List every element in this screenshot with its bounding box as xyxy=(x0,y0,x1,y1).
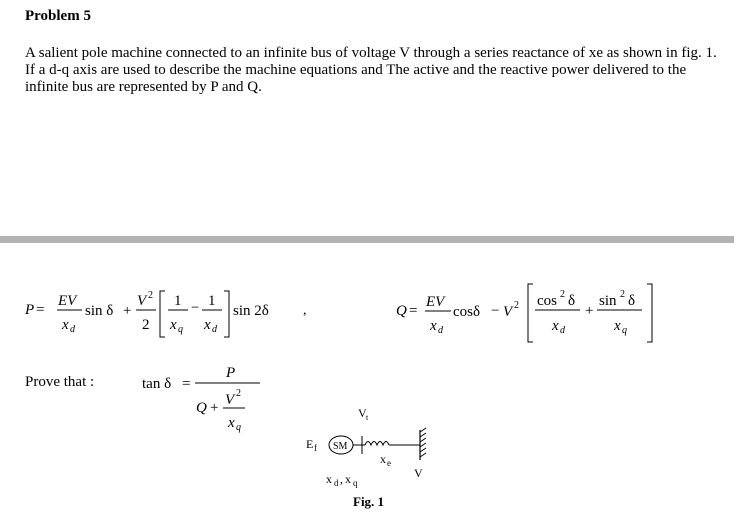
prove-equation xyxy=(135,358,265,438)
q-eq-sign: = xyxy=(409,303,418,319)
prove-den-plus: + xyxy=(210,400,219,416)
p-frac1-den: x xyxy=(62,317,69,333)
q-sin2-delta: δ xyxy=(628,293,636,309)
q-left-bracket xyxy=(528,284,533,342)
p-one-b: 1 xyxy=(208,293,216,309)
p-xd-sub: d xyxy=(212,324,217,335)
p-frac1-num: EV xyxy=(58,293,77,309)
q-vsq-sup: 2 xyxy=(514,300,519,311)
q-frac1-den-sub: d xyxy=(438,325,443,336)
q-cos2-den: x xyxy=(552,318,559,334)
p-xq: x xyxy=(170,317,177,333)
q-sin2-den-sub: q xyxy=(622,325,627,336)
problem-statement: A salient pole machine connected to an infinite bus of voltage V through a series reactance of xe as shown in fig. 1. If a d-q axis are used to describe the machine equations and The active and the reactive power delivered to the infinite bus are represented by P and Q. xyxy=(25,45,717,95)
ef-label: E xyxy=(306,437,314,451)
xe-sub: e xyxy=(387,458,391,468)
v-bus-label: V xyxy=(414,466,423,480)
p-sin-2delta: sin 2δ xyxy=(233,303,269,319)
p-lhs: P xyxy=(25,302,35,318)
q-right-bracket xyxy=(647,284,652,342)
p-one-a: 1 xyxy=(174,293,182,309)
p-eq-sign: = xyxy=(36,302,45,318)
equation-comma: , xyxy=(303,303,307,318)
figure-caption: Fig. 1 xyxy=(353,494,385,509)
vt-sub: t xyxy=(366,413,369,422)
prove-den-x: x xyxy=(228,415,235,431)
section-divider xyxy=(0,236,734,243)
sm-label: SM xyxy=(333,441,348,452)
q-frac1-num: EV xyxy=(426,294,445,310)
q-cos2-den-sub: d xyxy=(560,325,565,336)
p-minus: − xyxy=(191,300,200,316)
p-xq-sub: q xyxy=(178,324,183,335)
p-frac2-num-sup: 2 xyxy=(148,290,153,301)
prove-label: Prove that : xyxy=(25,374,95,390)
problem-title: Problem 5 xyxy=(25,8,91,24)
prove-den-q: Q xyxy=(196,400,207,416)
circuit-figure xyxy=(300,400,460,515)
active-power-equation xyxy=(0,285,300,345)
q-frac1-den: x xyxy=(430,318,437,334)
xq-label: x xyxy=(345,472,351,486)
reactive-power-equation xyxy=(380,282,670,346)
xdxq-sep: , xyxy=(340,472,343,486)
prove-eq-sign: = xyxy=(182,376,191,392)
xq-sub: q xyxy=(353,478,358,488)
q-cos-delta: cosδ xyxy=(453,304,481,320)
vt-label: V xyxy=(358,406,367,420)
p-sin-delta: sin δ xyxy=(85,303,114,319)
ef-sub: f xyxy=(314,443,317,453)
prove-num: P xyxy=(226,365,236,381)
q-cos2-delta: δ xyxy=(568,293,576,309)
xd-sub: d xyxy=(334,478,339,488)
q-sin2-sup: 2 xyxy=(620,289,625,300)
xe-label: x xyxy=(380,452,386,466)
q-vsq: V xyxy=(503,304,513,320)
xd-label: x xyxy=(326,472,332,486)
q-plus: + xyxy=(585,303,594,319)
prove-den-v: V xyxy=(225,392,235,408)
prove-lhs: tan δ xyxy=(142,376,172,392)
q-minus: − xyxy=(491,303,500,319)
p-right-bracket xyxy=(224,291,229,337)
p-frac2-den: 2 xyxy=(142,317,150,333)
p-frac1-den-sub: d xyxy=(70,324,75,335)
p-xd: x xyxy=(204,317,211,333)
q-sin2-num: sin xyxy=(599,293,617,309)
q-lhs: Q xyxy=(396,303,407,319)
prove-den-x-sub: q xyxy=(236,422,241,433)
p-frac2-num: V xyxy=(137,293,147,309)
q-cos2-num: cos xyxy=(537,293,557,309)
p-plus: + xyxy=(123,303,132,319)
prove-den-v-sup: 2 xyxy=(236,388,241,399)
reactance-coil-icon xyxy=(365,442,389,446)
q-cos2-sup: 2 xyxy=(560,289,565,300)
q-sin2-den: x xyxy=(614,318,621,334)
p-left-bracket xyxy=(160,291,165,337)
